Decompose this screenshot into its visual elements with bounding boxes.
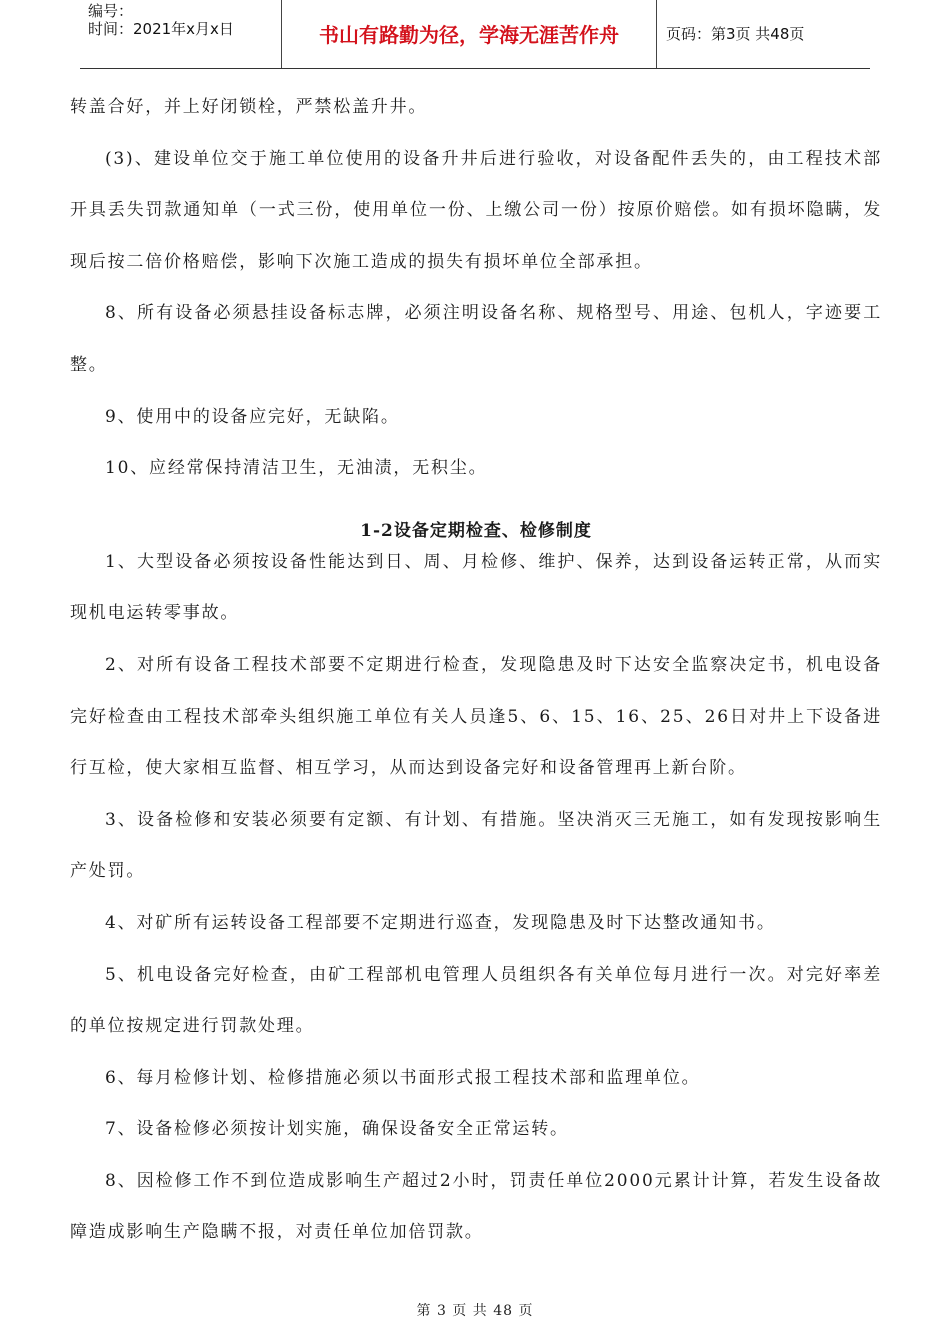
document-date: 时间：2021年x月x日 bbox=[88, 20, 234, 38]
header-motto: 书山有路勤为径，学海无涯苦作舟 bbox=[281, 0, 657, 68]
paragraph: 转盖合好，并上好闭锁栓，严禁松盖升井。 bbox=[70, 97, 428, 117]
paragraph: 7、设备检修必须按计划实施，确保设备安全正常运转。 bbox=[105, 1119, 569, 1140]
document-number-label: 编号： bbox=[88, 2, 134, 20]
paragraph: 9、使用中的设备应完好，无缺陷。 bbox=[105, 406, 400, 427]
paragraph: 3、设备检修和安装必须要有定额、有计划、有措施。坚决消灭三无施工，如有发现按影响生产处罚。 bbox=[70, 809, 882, 882]
paragraph: 4、对矿所有运转设备工程部要不定期进行巡查，发现隐患及时下达整改通知书。 bbox=[105, 912, 776, 933]
page-header bbox=[80, 0, 870, 69]
document-body bbox=[70, 82, 882, 1259]
page-footer: 第 3 页 共 48 页 bbox=[416, 1303, 534, 1319]
paragraph: 2、对所有设备工程技术部要不定期进行检查，发现隐患及时下达安全监察决定书，机电设备完好检查由工程技术部牵头组织施工单位有关人员逢5、6、15、16、25、26日对井上下设备进行互检，使大家相互监督、相互学习，从而达到设备完好和设备管理再上新台阶。 bbox=[70, 654, 882, 779]
header-page-number: 页码：第3页 共48页 bbox=[666, 25, 805, 43]
header-meta bbox=[88, 2, 283, 38]
paragraph: 1、大型设备必须按设备性能达到日、周、月检修、维护、保养，达到设备运转正常，从而实现机电运转零事故。 bbox=[70, 551, 882, 624]
paragraph: 5、机电设备完好检查，由矿工程部机电管理人员组织各有关单位每月进行一次。对完好率差的单位按规定进行罚款处理。 bbox=[70, 964, 882, 1037]
paragraph: 8、所有设备必须悬挂设备标志牌，必须注明设备名称、规格型号、用途、包机人，字迹要工整。 bbox=[70, 303, 882, 375]
paragraph: 10、应经常保持清洁卫生，无油渍，无积尘。 bbox=[105, 458, 488, 479]
section-heading: 1-2设备定期检查、检修制度 bbox=[360, 520, 592, 541]
paragraph: 6、每月检修计划、检修措施必须以书面形式报工程技术部和监理单位。 bbox=[105, 1067, 701, 1088]
paragraph: 8、因检修工作不到位造成影响生产超过2小时，罚责任单位2000元累计计算，若发生设备故障造成影响生产隐瞒不报，对责任单位加倍罚款。 bbox=[70, 1170, 882, 1243]
paragraph: (3)、建设单位交于施工单位使用的设备升井后进行验收，对设备配件丢失的，由工程技术部开具丢失罚款通知单（一式三份，使用单位一份、上缴公司一份）按原价赔偿。如有损坏隐瞒，发现后按二倍价格赔偿，影响下次施工造成的损失有损坏单位全部承担。 bbox=[70, 148, 882, 272]
